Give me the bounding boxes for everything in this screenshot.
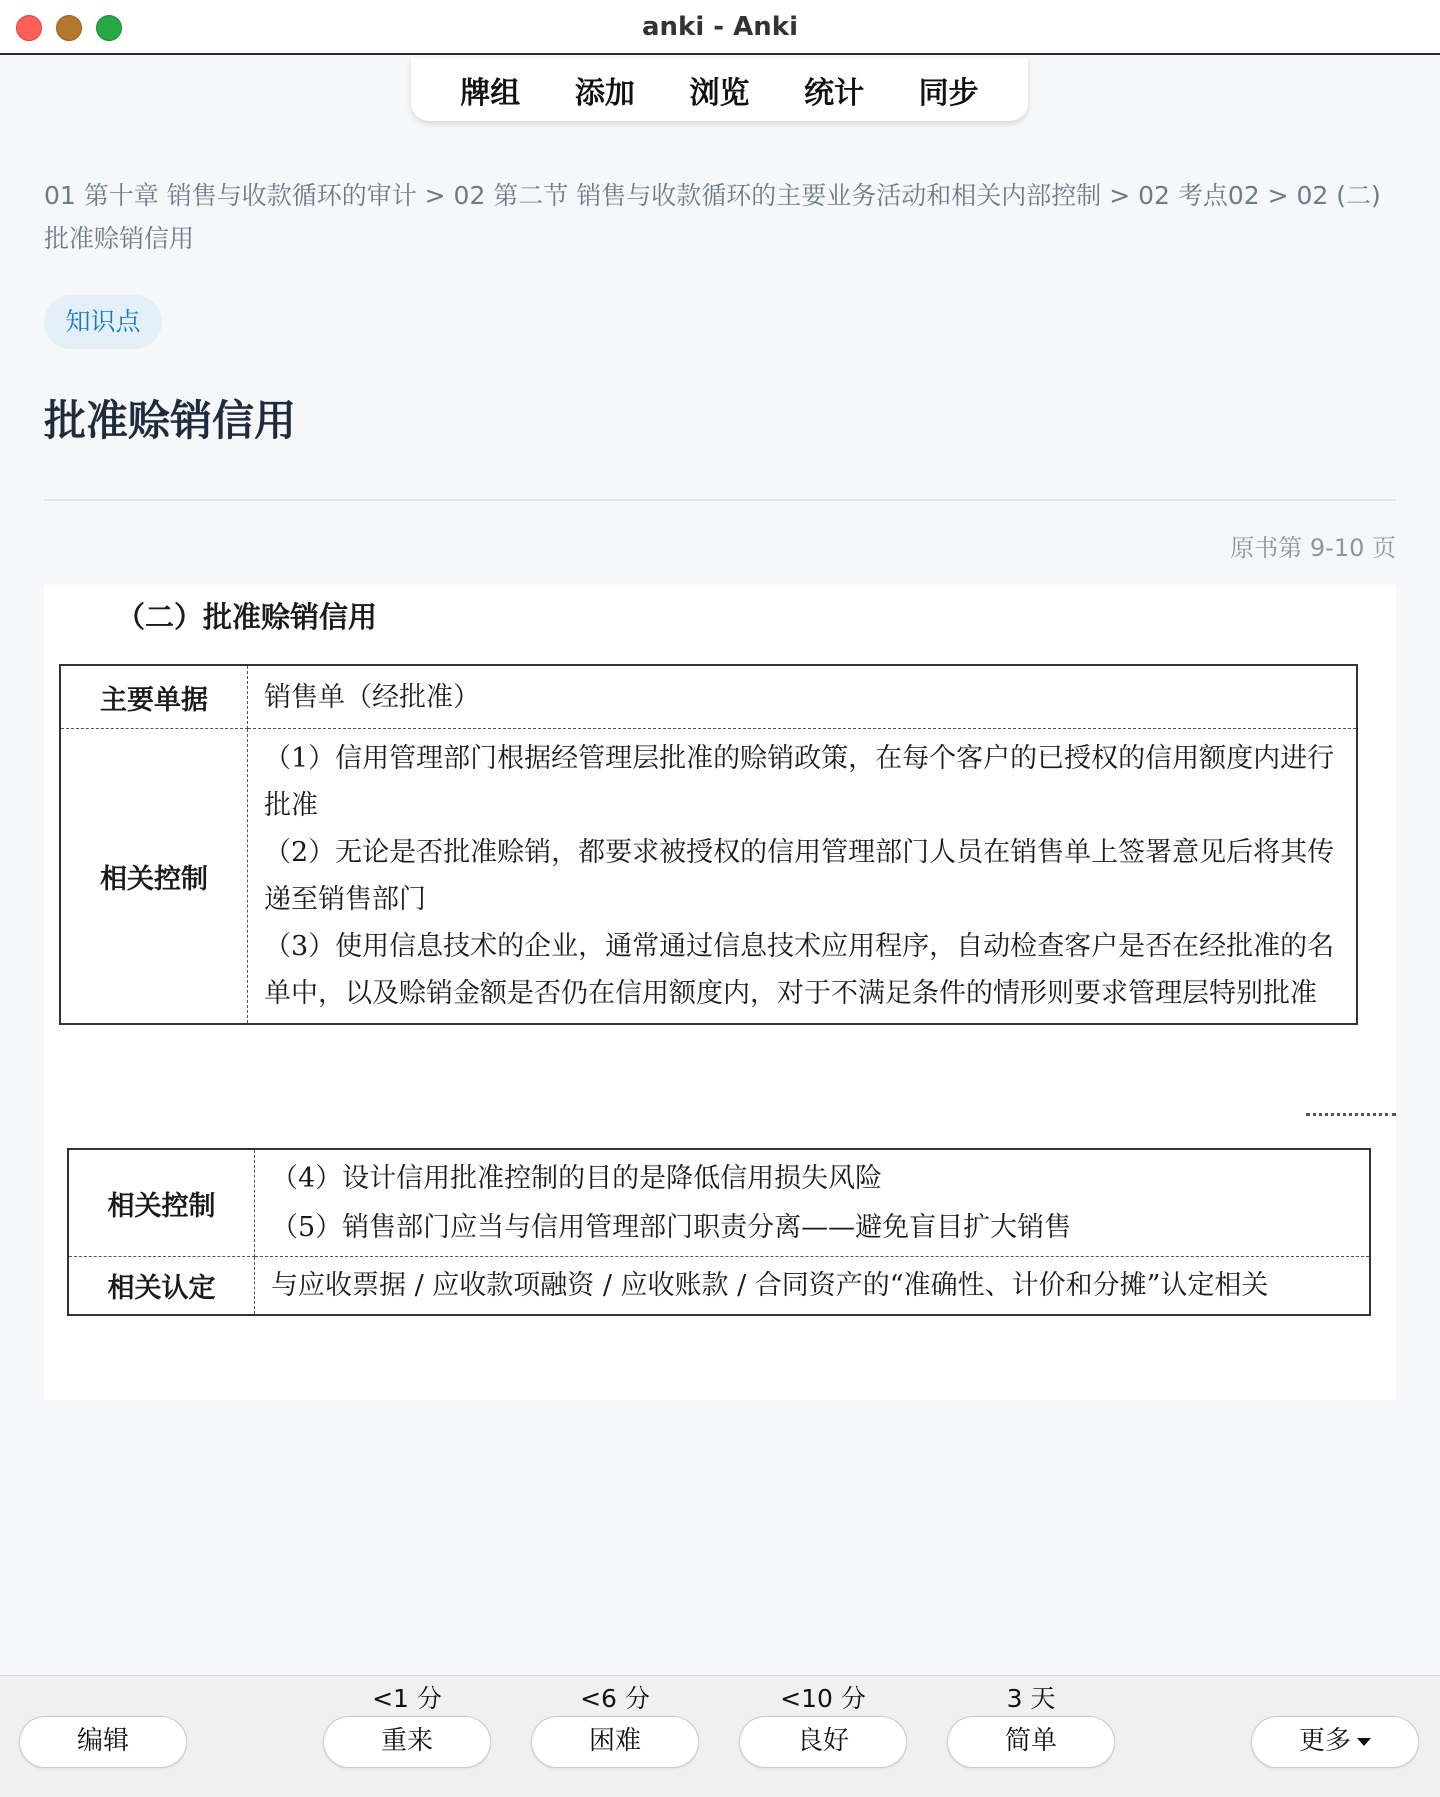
control-item-5: （5）销售部门应当与信用管理部门职责分离——避免盲目扩大销售 [271,1212,1072,1243]
toolbar-sync[interactable]: 同步 [918,75,979,111]
interval-good: <10 分 [780,1684,866,1713]
edit-button[interactable]: 编辑 [19,1716,187,1768]
row-label: 相关认定 [68,1257,255,1316]
control-item-3: （3）使用信息技术的企业，通常通过信息技术应用程序，自动检查客户是否在经批准的名单中，以及赊销金额是否仍在信用额度内，对于不满足条件的情形则要求管理层特别批准 [264,931,1335,1009]
scanned-textbook-image [44,585,1396,1400]
row-value [255,1149,1371,1257]
row-value [248,729,1358,1025]
hard-button[interactable]: 困难 [531,1716,699,1768]
scan-artifact [1306,1113,1396,1132]
source-page-reference: 原书第 9-10 页 [1230,534,1396,562]
control-item-4: （4）设计信用批准控制的目的是降低信用损失风险 [271,1163,883,1194]
window-titlebar [0,0,1440,55]
toolbar-decks[interactable]: 牌组 [460,75,521,111]
toolbar-stats[interactable]: 统计 [804,75,865,111]
row-value: 与应收票据 / 应收款项融资 / 应收账款 / 合同资产的“准确性、计价和分摊”认定相关 [271,1270,1269,1301]
tag-badge: 知识点 [44,295,162,349]
scan-heading: （二）批准赊销信用 [116,600,378,634]
control-table-2 [67,1148,1371,1316]
control-table-1 [59,664,1358,1025]
table-row [68,1257,1370,1316]
more-button[interactable] [1251,1716,1419,1768]
again-button[interactable]: 重来 [323,1716,491,1768]
row-value: 销售单（经批准） [248,665,1358,729]
more-label: 更多 [1298,1726,1351,1756]
toolbar-browse[interactable]: 浏览 [689,75,750,111]
window-title: anki - Anki [642,12,798,42]
card-title: 批准赊销信用 [44,396,297,445]
table-row [60,729,1357,1025]
table-row [60,665,1357,729]
good-button[interactable]: 良好 [739,1716,907,1768]
interval-again: <1 分 [372,1684,442,1713]
caret-down-icon [1357,1738,1371,1746]
main-toolbar [411,58,1028,121]
breadcrumb: 01 第十章 销售与收款循环的审计 > 02 第二节 销售与收款循环的主要业务活动和相关内部控制 > 02 考点02 > 02 (二) 批准赊销信用 [44,181,1381,253]
control-item-1: （1）信用管理部门根据经管理层批准的赊销政策，在每个客户的已授权的信用额度内进行批准 [264,743,1335,821]
toolbar-add[interactable]: 添加 [574,75,635,111]
table-row [68,1149,1370,1257]
answer-bar [0,1675,1440,1797]
control-item-2: （2）无论是否批准赊销，都要求被授权的信用管理部门人员在销售单上签署意见后将其传递至销售部门 [264,837,1335,915]
row-label: 相关控制 [68,1149,255,1257]
row-label: 相关控制 [60,729,248,1025]
interval-hard: <6 分 [580,1684,650,1713]
easy-button[interactable]: 简单 [947,1716,1115,1768]
divider [44,499,1396,501]
row-label: 主要单据 [60,665,248,729]
interval-easy: 3 天 [1006,1684,1056,1713]
